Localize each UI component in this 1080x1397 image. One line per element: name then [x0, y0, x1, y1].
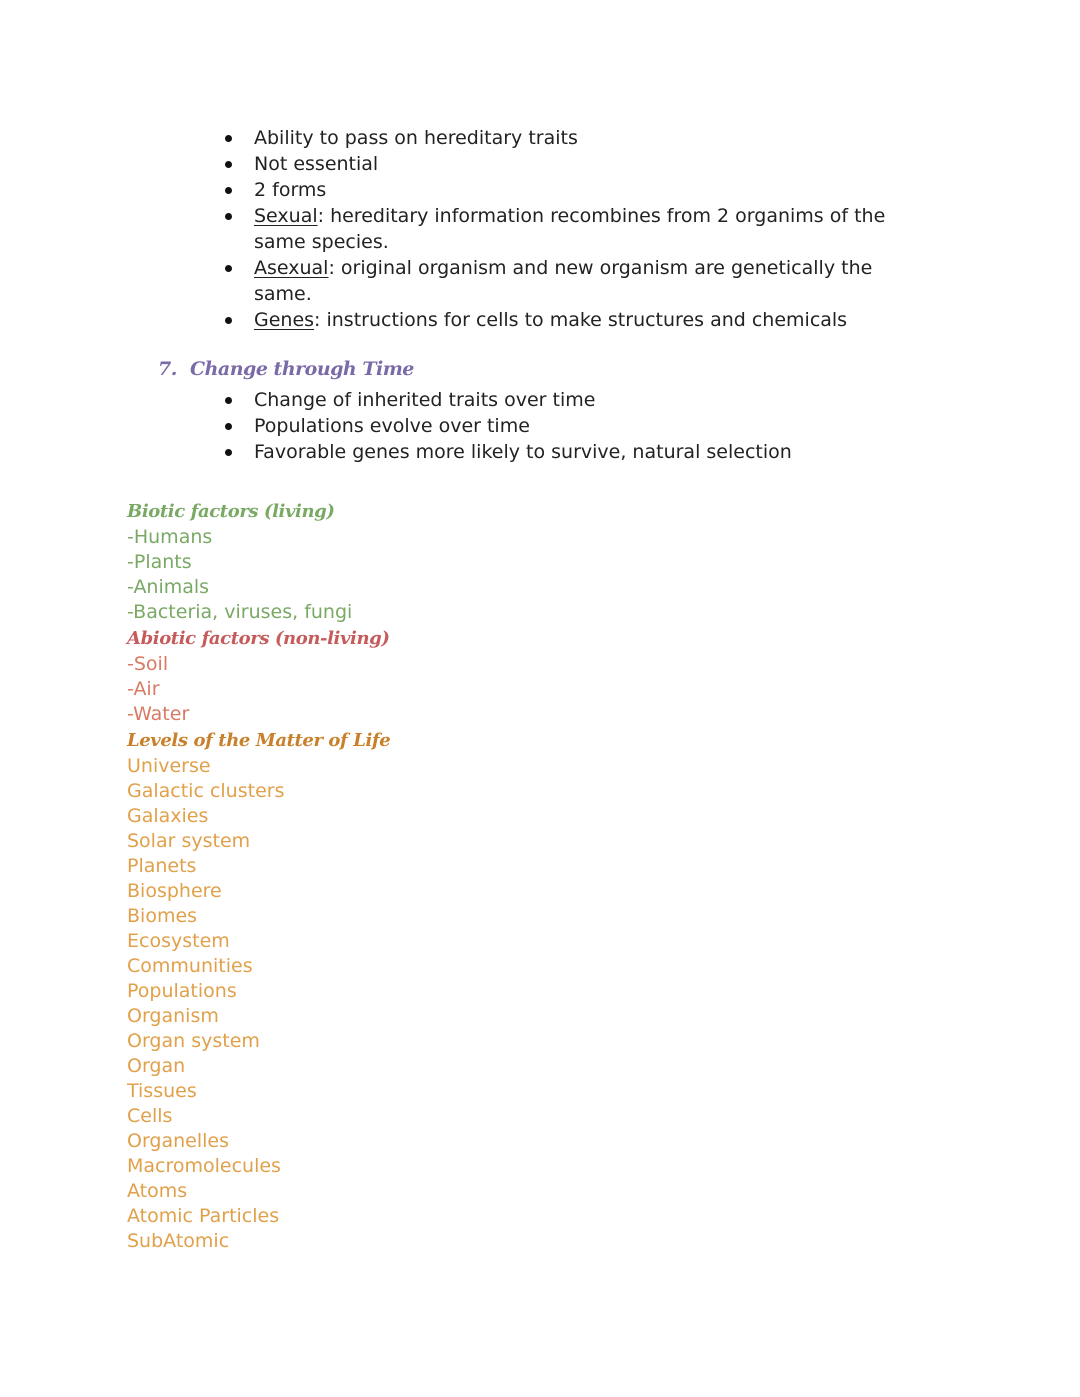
list-item: Organelles: [127, 1130, 230, 1152]
list-item: SubAtomic: [127, 1230, 230, 1252]
section-title: Change through Time: [190, 358, 414, 380]
bullet-item: Not essential: [222, 151, 942, 177]
section-number: 7.: [158, 358, 177, 380]
list-item: Organ: [127, 1055, 186, 1077]
term-asexual: Asexual: [254, 257, 329, 279]
list-item: Atoms: [127, 1180, 188, 1202]
bullet-item-sexual: Sexual: hereditary information recombines from 2 organims of the: [222, 203, 942, 229]
abiotic-heading: Abiotic factors (non-living): [127, 628, 390, 649]
list-item: Solar system: [127, 830, 251, 852]
list-item: Communities: [127, 955, 253, 977]
term-sexual: Sexual: [254, 205, 318, 227]
change-bullet-list: [222, 387, 942, 465]
list-item: -Animals: [127, 576, 210, 598]
levels-heading: Levels of the Matter of Life: [127, 730, 391, 751]
list-item: Atomic Particles: [127, 1205, 280, 1227]
list-item: -Plants: [127, 551, 192, 573]
bullet-item: Ability to pass on hereditary traits: [222, 125, 942, 151]
term-genes: Genes: [254, 309, 315, 331]
list-item: -Water: [127, 703, 190, 725]
list-item: Cells: [127, 1105, 173, 1127]
section-heading-change-through-time: [158, 358, 414, 380]
bullet-continuation: same.: [254, 283, 312, 305]
list-item: Populations: [127, 980, 237, 1002]
levels-of-matter-group: [127, 727, 627, 1254]
bullet-item-genes: Genes: instructions for cells to make structures and chemicals: [222, 307, 942, 333]
list-item: Universe: [127, 755, 211, 777]
bullet-item-asexual: Asexual: original organism and new organism are genetically the: [222, 255, 942, 281]
list-item: Biosphere: [127, 880, 222, 902]
bullet-item: Change of inherited traits over time: [222, 387, 942, 413]
factor-groups: [127, 498, 627, 1254]
list-item: Organism: [127, 1005, 219, 1027]
list-item: Biomes: [127, 905, 198, 927]
list-item: Organ system: [127, 1030, 260, 1052]
list-item: -Air: [127, 678, 160, 700]
bullet-item: Populations evolve over time: [222, 413, 942, 439]
list-item: Ecosystem: [127, 930, 230, 952]
list-item: Tissues: [127, 1080, 197, 1102]
reproduction-bullet-list: [222, 125, 942, 333]
biotic-factors-group: [127, 498, 627, 625]
list-item: -Soil: [127, 653, 169, 675]
abiotic-factors-group: [127, 625, 627, 727]
list-item: -Bacteria, viruses, fungi: [127, 601, 353, 623]
list-item: -Humans: [127, 526, 213, 548]
list-item: Galaxies: [127, 805, 209, 827]
list-item: Macromolecules: [127, 1155, 281, 1177]
list-item: Planets: [127, 855, 197, 877]
list-item: Galactic clusters: [127, 780, 285, 802]
biotic-heading: Biotic factors (living): [127, 501, 335, 522]
bullet-item: 2 forms: [222, 177, 942, 203]
bullet-continuation: same species.: [254, 231, 389, 253]
bullet-item: Favorable genes more likely to survive, natural selection: [222, 439, 942, 465]
